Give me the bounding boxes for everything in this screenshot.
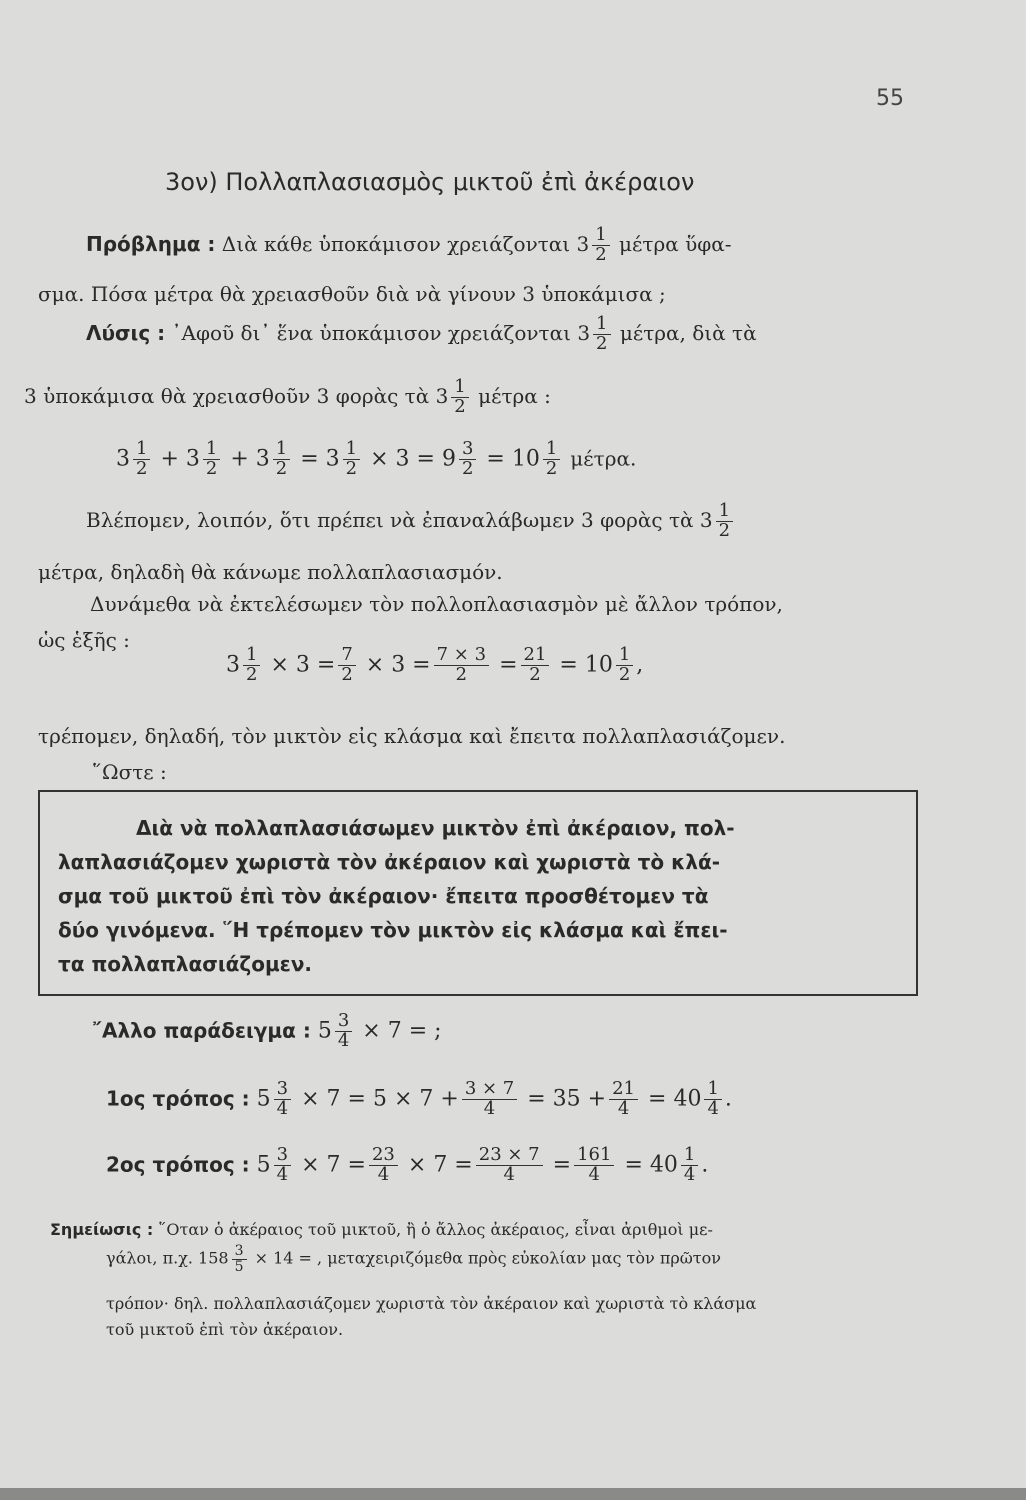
note-line-4: τοῦ μικτοῦ ἐπὶ τὸν ἀκέραιον. bbox=[106, 1320, 344, 1339]
section-heading: 3ον) Πολλαπλασιασμὸς μικτοῦ ἐπὶ ἀκέραιον bbox=[165, 168, 695, 196]
method-2-label: 2ος τρόπος : bbox=[106, 1152, 250, 1177]
fraction: $\frac{1}{2}$ bbox=[592, 226, 609, 265]
therefore-label: ῞Ωστε : bbox=[92, 760, 167, 784]
problem-text: Διὰ κάθε ὑποκάμισον χρειάζονται 3 bbox=[221, 231, 590, 256]
paragraph-3: τρέπομεν, δηλαδή, τὸν μικτὸν εἰς κλάσμα καὶ ἔπειτα πολλαπλασιάζομεν. bbox=[38, 724, 786, 748]
problem-line-2: σμα. Πόσα μέτρα θὰ χρειασθοῦν διὰ νὰ γίνουν 3 ὑποκάμισα ; bbox=[38, 282, 666, 306]
paragraph-2-line-1: Δυνάμεθα νὰ ἐκτελέσωμεν τὸν πολλοπλασιασμὸν μὲ ἄλλον τρόπον, bbox=[90, 592, 783, 616]
note-label: Σημείωσις : bbox=[50, 1220, 154, 1239]
paragraph-2-line-2: ὡς ἑξῆς : bbox=[38, 628, 130, 652]
note-line-2: γάλοι, π.χ. 158 $\frac{3}{5}$ × 14 = , μεταχειριζόμεθα πρὸς εὐκολίαν μας τὸν πρῶτον bbox=[106, 1243, 722, 1275]
rule-line-2: λαπλασιάζομεν χωριστὰ τὸν ἀκέραιον καὶ χωριστὰ τὸ κλά- bbox=[58, 850, 721, 874]
rule-line-3: σμα τοῦ μικτοῦ ἐπὶ τὸν ἀκέραιον· ἔπειτα προσθέτομεν τὰ bbox=[58, 884, 709, 908]
rule-line-1: Διὰ νὰ πολλαπλασιάσωμεν μικτὸν ἐπὶ ἀκέραιον, πολ- bbox=[136, 816, 735, 840]
fraction: $\frac{1}{2}$ bbox=[451, 378, 468, 417]
note-line-1: Σημείωσις : ῞Οταν ὁ ἀκέραιος τοῦ μικτοῦ, ἢ ὁ ἄλλος ἀκέραιος, εἶναι ἀριθμοὶ με- bbox=[50, 1220, 713, 1239]
problem-label: Πρόβλημα : bbox=[86, 231, 216, 256]
solution-line-1: Λύσις : ᾿Αφοῦ δι᾿ ἕνα ὑποκάμισον χρειάζονται 3 $\frac{1}{2}$ μέτρα, διὰ τὰ bbox=[86, 313, 757, 354]
method-1-line: 1ος τρόπος : 5 $\frac{3}{4}$ × 7 = 5 × 7 + $\frac{3 \times 7}{4}$ = 35 + $\frac{21}{4}$ = 40 $\frac{1}{4}$ . bbox=[106, 1078, 732, 1119]
solution-label: Λύσις : bbox=[86, 320, 166, 345]
example-line: ῎Αλλο παράδειγμα : 5 $\frac{3}{4}$ × 7 = ; bbox=[92, 1010, 442, 1051]
page-bottom-edge bbox=[0, 1488, 1026, 1500]
rule-line-4: δύο γινόμενα. ῞Η τρέπομεν τὸν μικτὸν εἰς κλάσμα καὶ ἔπει- bbox=[58, 918, 728, 942]
method-2-line: 2ος τρόπος : 5 $\frac{3}{4}$ × 7 = $\frac{23}{4}$ × 7 = $\frac{23 \times 7}{4}$ = $\frac{161}{4}$ = 40 $\frac{1}{4}$ . bbox=[106, 1144, 709, 1185]
method-1-label: 1ος τρόπος : bbox=[106, 1086, 250, 1111]
rule-box bbox=[38, 790, 918, 996]
note-line-3: τρόπον· δηλ. πολλαπλασιάζομεν χωριστὰ τὸν ἀκέραιον καὶ χωριστὰ τὸ κλάσμα bbox=[106, 1294, 757, 1313]
equation-fraction-method: 3 $\frac{1}{2}$ × 3 = $\frac{7}{2}$ × 3 = $\frac{7 \times 3}{2}$ = $\frac{21}{2}$ = 10 $\frac{1}{2}$ , bbox=[226, 644, 644, 685]
example-label: ῎Αλλο παράδειγμα : bbox=[92, 1018, 311, 1043]
fraction: $\frac{1}{2}$ bbox=[593, 315, 610, 354]
problem-line-1: Πρόβλημα : Διὰ κάθε ὑποκάμισον χρειάζονται 3 $\frac{1}{2}$ μέτρα ὕφα- bbox=[86, 224, 732, 265]
paragraph-1-line-2: μέτρα, δηλαδὴ θὰ κάνωμε πολλαπλασιασμόν. bbox=[38, 560, 503, 584]
equation-sum: 3 $\frac{1}{2}$ + 3 $\frac{1}{2}$ + 3 $\frac{1}{2}$ = 3 $\frac{1}{2}$ × 3 = 9 $\frac{3}{2}$ = 10 $\frac{1}{2}$ μέτρα. bbox=[116, 438, 637, 479]
page-number: 55 bbox=[876, 86, 904, 111]
paragraph-1-line-1: Βλέπομεν, λοιπόν, ὅτι πρέπει νὰ ἐπαναλάβωμεν 3 φορὰς τὰ 3 $\frac{1}{2}$ bbox=[86, 502, 736, 541]
rule-line-5: τα πολλαπλασιάζομεν. bbox=[58, 952, 313, 976]
solution-line-2: 3 ὑποκάμισα θὰ χρειασθοῦν 3 φορὰς τὰ 3 $\frac{1}{2}$ μέτρα : bbox=[24, 376, 551, 417]
